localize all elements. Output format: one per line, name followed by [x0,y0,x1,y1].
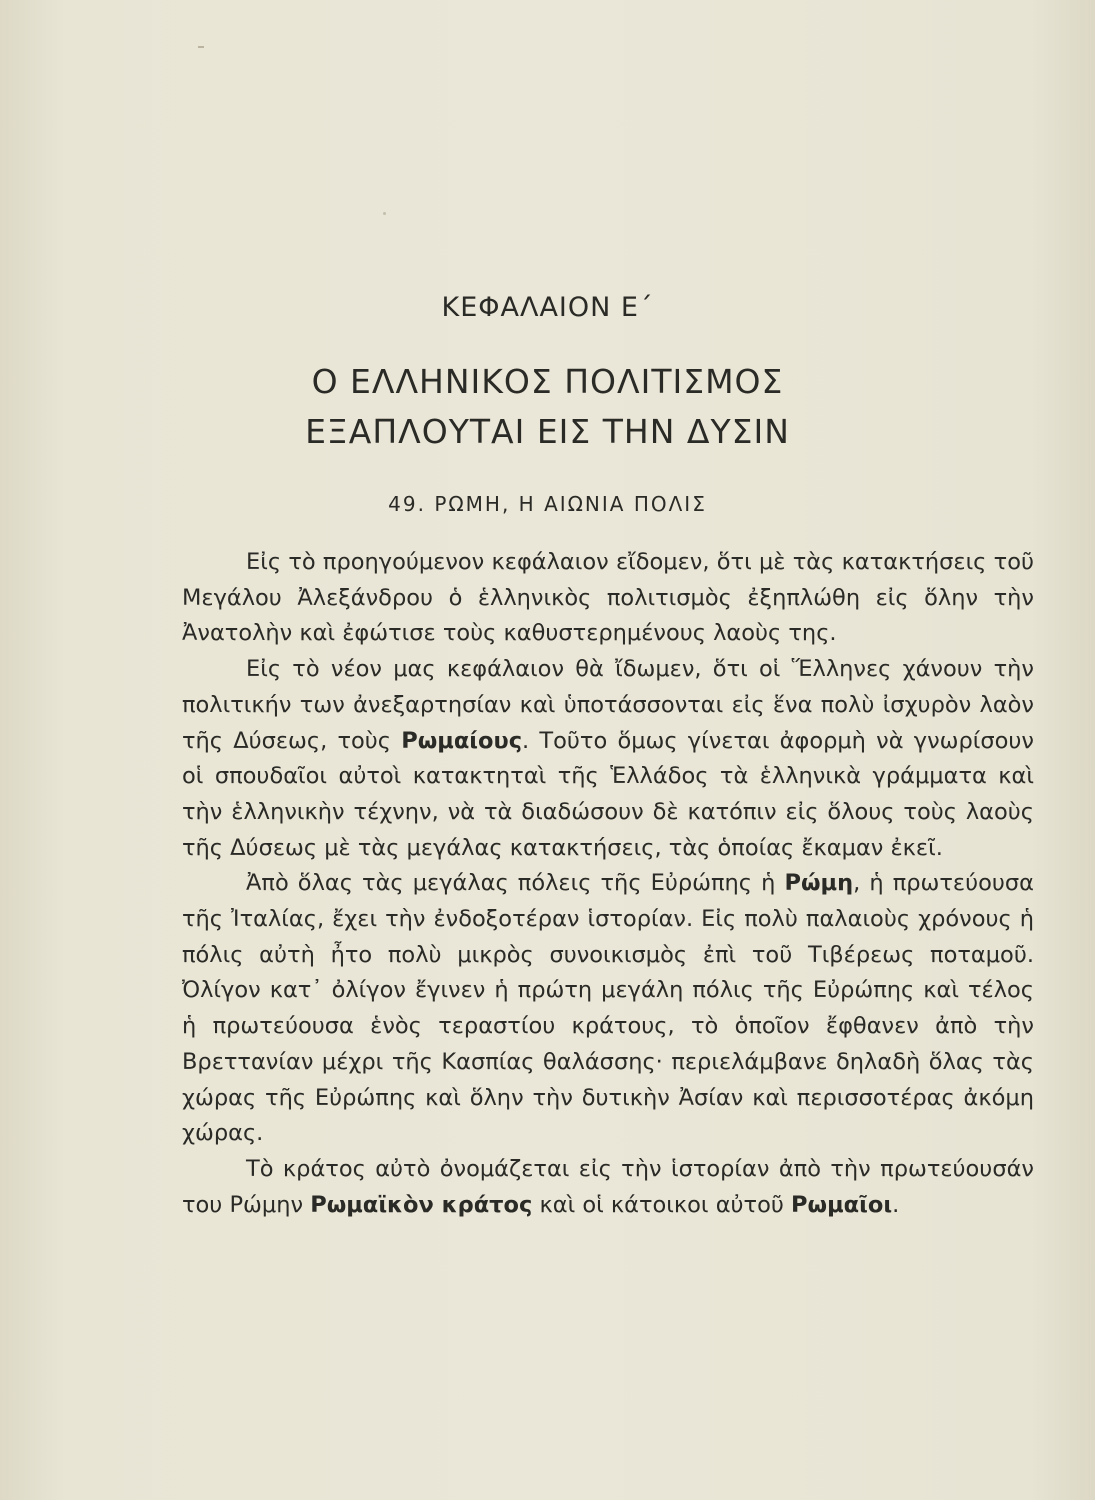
paragraph-2: Εἰς τὸ νέον μας κεφάλαιον θὰ ἴδωμεν, ὅτι οἱ Ἕλληνες χάνουν τὴν πολιτικήν των ἀνεξαρτησίαν καὶ ὑποτάσσονται εἰς ἕνα πολὺ ἰσχυρὸν λαὸν τῆς Δύσεως, τοὺς Ρωμαίους. Τοῦτο ὅμως γίνεται ἀφορμὴ νὰ γνωρίσουν οἱ σπουδαῖοι αὐτοὶ κατακτηταὶ τῆς Ἑλλάδος τὰ ἑλληνικὰ γράμματα καὶ τὴν ἑλληνικὴν τέχνην, νὰ τὰ διαδώσουν δὲ κατόπιν εἰς ὅλους τοὺς λαοὺς τῆς Δύσεως μὲ τὰς μεγάλας κατακτήσεις, τὰς ὁποίας ἔκαμαν ἐκεῖ. [182,656,1034,861]
section-heading: 49. ΡΩΜΗ, Η ΑΙΩΝΙΑ ΠΟΛΙΣ [388,492,707,516]
page-speck [198,46,204,48]
emphasis-romi: Ρώμη [784,870,854,897]
chapter-heading: ΚΕΦΑΛΑΙΟΝ Ε΄ [441,292,654,323]
paragraph-4: Τὸ κράτος αὐτὸ ὀνομάζεται εἰς τὴν ἱστορίαν ἀπὸ τὴν πρωτεύουσάν του Ρώμην Ρωμαϊκὸν κράτος καὶ οἱ κάτοικοι αὐτοῦ Ρωμαῖοι. [182,1155,1034,1218]
chapter-title-line-2: ΕΞΑΠΛΟΥΤΑΙ ΕΙΣ ΤΗΝ ΔΥΣΙΝ [305,412,790,451]
chapter-title-line-1: Ο ΕΛΛΗΝΙΚΟΣ ΠΟΛΙΤΙΣΜΟΣ [311,362,784,401]
emphasis-romaious: Ρωμαίους [401,727,523,754]
emphasis-romaioi: Ρωμαῖοι [791,1191,893,1218]
paragraph-3: Ἀπὸ ὅλας τὰς μεγάλας πόλεις τῆς Εὐρώπης ἡ Ρώμη, ἡ πρωτεύουσα τῆς Ἰταλίας, ἔχει τὴν ἐνδοξοτέραν ἱστορίαν. Εἰς πολὺ παλαιοὺς χρόνους ἡ πόλις αὐτὴ ἦτο πολὺ μικρὸς συνοικισμὸς ἐπὶ τοῦ Τιβέρεως ποταμοῦ. Ὀλίγον κατ᾿ ὀλίγον ἔγινεν ἡ πρώτη μεγάλη πόλις τῆς Εὐρώπης καὶ τέλος ἡ πρωτεύουσα ἑνὸς τεραστίου κράτους, τὸ ὁποῖον ἔφθανεν ἀπὸ τὴν Βρεττανίαν μέχρι τῆς Κασπίας θαλάσσης· περιελάμβανε δηλαδὴ ὅλας τὰς χώρας τῆς Εὐρώπης καὶ ὅλην τὴν δυτικὴν Ἀσίαν καὶ περισσοτέρας ἀκόμη χώρας. [182,870,1034,1147]
page-speck [383,212,386,215]
body-text [182,545,1034,1223]
paragraph-1: Εἰς τὸ προηγούμενον κεφάλαιον εἴδομεν, ὅτι μὲ τὰς κατακτήσεις τοῦ Μεγάλου Ἀλεξάνδρου ὁ ἑλληνικὸς πολιτισμὸς ἐξηπλώθη εἰς ὅλην τὴν Ἀνατολὴν καὶ ἐφώτισε τοὺς καθυστερημένους λαοὺς της. [182,549,1034,647]
emphasis-romaikon-kratos: Ρωμαϊκὸν κράτος [310,1191,533,1218]
